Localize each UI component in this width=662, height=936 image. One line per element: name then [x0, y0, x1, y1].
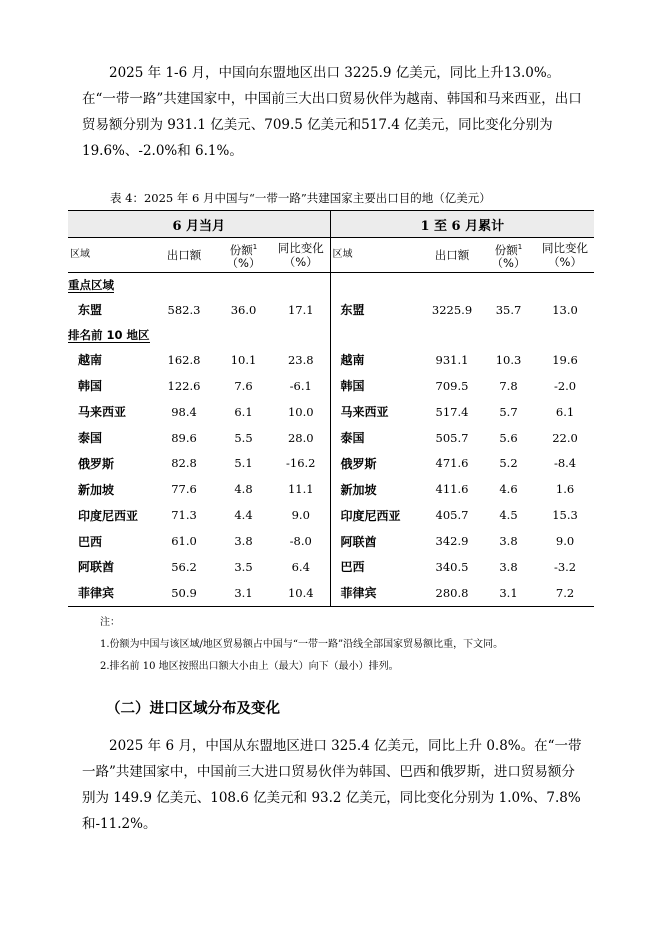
section-label — [68, 323, 330, 347]
yoy-value: 6.1 — [555, 404, 575, 419]
region-name: 新加坡 — [78, 482, 115, 497]
table-notes — [100, 612, 503, 678]
yoy-value: 17.1 — [287, 302, 314, 317]
region-name: 俄罗斯 — [330, 450, 423, 476]
yoy-value: 7.2 — [536, 580, 594, 606]
yoy-value: -3.2 — [553, 559, 577, 574]
table-row — [68, 450, 594, 476]
table-row — [68, 580, 594, 606]
region-name: 韩国 — [78, 379, 103, 394]
col-header-region: 区域 — [68, 238, 153, 273]
share-value: 5.7 — [499, 404, 518, 419]
col-header-share-footnote: 1 — [252, 242, 258, 251]
notes-label: 注： — [100, 617, 120, 628]
col-header-yoy-label: 同比变化 — [277, 241, 324, 255]
yoy-value: -8.0 — [289, 534, 312, 549]
share-value: 10.1 — [230, 352, 257, 367]
yoy-value: 19.6 — [552, 352, 578, 367]
region-name: 菲律宾 — [330, 580, 423, 606]
export-destinations-table — [68, 210, 594, 607]
yoy-value: 28.0 — [287, 430, 314, 445]
export-value: 582.3 — [167, 302, 201, 317]
import-summary-text: 2025 年 6 月，中国从东盟地区进口 325.4 亿美元，同比上升 0.8%。在“一带一路”共建国家中，中国前三大进口贸易伙伴为韩国、巴西和俄罗斯，进口贸易额分别为 149.9 亿美元、108.6 亿美元和 93.2 亿美元，同比变化分别为 1.0%、7.8%和-11.2%。 — [82, 738, 582, 832]
table-row — [68, 502, 594, 528]
export-value: 411.6 — [435, 482, 469, 497]
yoy-value: 10.4 — [272, 580, 330, 606]
col-header-export: 出口额 — [153, 238, 215, 273]
table-row — [68, 425, 594, 451]
table-row — [68, 476, 594, 502]
region-name: 巴西 — [330, 554, 423, 580]
col-header-yoy-unit: （%） — [283, 255, 318, 269]
col-header-yoy — [536, 238, 594, 273]
region-name: 马来西亚 — [78, 405, 127, 420]
section-spacer — [330, 273, 594, 298]
share-value: 5.2 — [499, 456, 518, 471]
section-spacer — [330, 323, 594, 347]
export-value: 471.6 — [435, 456, 469, 471]
export-value: 517.4 — [435, 404, 469, 419]
yoy-value: 9.0 — [555, 534, 575, 549]
col-header-yoy-label: 同比变化 — [542, 241, 589, 255]
note-1: 1.份额为中国与该区域/地区贸易额占中国与“一带一路”沿线全部国家贸易额比重，下文同。 — [100, 639, 504, 650]
table-caption: 表 4：2025 年 6 月中国与“一带一路”共建国家主要出口目的地（亿美元） — [110, 191, 491, 205]
yoy-value: 23.8 — [287, 352, 314, 367]
export-value: 162.8 — [167, 352, 201, 367]
yoy-value: 15.3 — [552, 508, 578, 523]
col-header-yoy-unit: （%） — [548, 255, 582, 269]
col-header-region: 区域 — [330, 238, 423, 273]
col-header-export: 出口额 — [423, 238, 481, 273]
col-header-share-unit: （%） — [226, 256, 261, 271]
share-value: 36.0 — [230, 302, 257, 317]
table-row — [68, 399, 594, 425]
yoy-value: 1.6 — [555, 482, 575, 497]
table-row — [68, 373, 594, 399]
share-value: 4.6 — [499, 482, 518, 497]
yoy-value: 22.0 — [552, 430, 578, 445]
yoy-value: -6.1 — [289, 378, 312, 393]
region-name: 俄罗斯 — [78, 456, 115, 471]
yoy-value: -16.2 — [286, 456, 316, 471]
col-header-share-footnote: 1 — [517, 242, 523, 251]
region-name: 东盟 — [330, 297, 423, 323]
share-value: 7.8 — [499, 378, 518, 393]
table-row — [68, 297, 594, 323]
yoy-value: 6.4 — [291, 559, 310, 574]
export-value: 505.7 — [435, 430, 469, 445]
section-label-top10: 排名前 10 地区 — [68, 327, 150, 342]
region-name: 印度尼西亚 — [330, 502, 423, 528]
yoy-value: 13.0 — [552, 302, 578, 317]
section-row-top10 — [68, 323, 594, 347]
yoy-value: 9.0 — [291, 508, 310, 523]
export-value: 342.9 — [435, 534, 469, 549]
share-value: 7.6 — [234, 378, 253, 393]
export-value: 280.8 — [423, 580, 481, 606]
col-header-share-unit: （%） — [491, 256, 526, 271]
region-name: 新加坡 — [330, 476, 423, 502]
yoy-value: 11.1 — [287, 482, 314, 497]
export-value: 98.4 — [171, 404, 197, 419]
export-value: 71.3 — [171, 508, 197, 523]
section-label — [68, 273, 330, 298]
region-name: 越南 — [78, 353, 103, 368]
export-value: 709.5 — [435, 378, 469, 393]
table-row — [68, 554, 594, 580]
export-value: 77.6 — [171, 482, 197, 497]
share-value: 5.1 — [234, 456, 253, 471]
group-header-cumulative: 1 至 6 月累计 — [330, 211, 594, 238]
col-header-yoy — [272, 238, 330, 273]
export-summary-text: 2025 年 1-6 月，中国向东盟地区出口 3225.9 亿美元，同比上升13.0%。在“一带一路”共建国家中，中国前三大出口贸易伙伴为越南、韩国和马来西亚，出口贸易额分别为 931.1 亿美元、709.5 亿美元和517.4 亿美元，同比变化分别为 19.6%、-2.0%和 6.1%。 — [82, 65, 582, 159]
table-row — [68, 528, 594, 554]
share-value: 4.5 — [499, 508, 518, 523]
region-name: 阿联酋 — [330, 528, 423, 554]
share-value: 4.4 — [234, 508, 253, 523]
region-name: 印度尼西亚 — [78, 508, 139, 523]
note-2: 2.排名前 10 地区按照出口额大小由上（最大）向下（最小）排列。 — [100, 661, 399, 672]
region-name: 阿联酋 — [78, 560, 115, 575]
share-value: 3.8 — [234, 534, 253, 549]
region-name: 巴西 — [78, 534, 103, 549]
region-name: 泰国 — [78, 431, 103, 445]
share-value: 3.8 — [499, 534, 518, 549]
region-name: 越南 — [330, 347, 423, 373]
region-name: 马来西亚 — [330, 399, 423, 425]
col-header-share-label: 份额 — [229, 242, 253, 257]
share-value: 35.7 — [495, 302, 522, 317]
col-header-share-label: 份额 — [494, 242, 518, 257]
share-value: 3.1 — [215, 580, 272, 606]
col-header-share — [215, 238, 272, 273]
export-value: 3225.9 — [431, 302, 473, 317]
yoy-value: -8.4 — [553, 456, 577, 471]
export-value: 405.7 — [435, 508, 469, 523]
export-value: 50.9 — [153, 580, 215, 606]
region-name: 东盟 — [78, 303, 103, 318]
share-value: 5.6 — [499, 430, 518, 445]
export-value: 56.2 — [171, 559, 197, 574]
export-value: 122.6 — [167, 378, 201, 393]
share-value: 3.5 — [234, 559, 253, 574]
table-row — [68, 347, 594, 373]
section-heading-import: （二）进口区域分布及变化 — [106, 701, 280, 717]
export-value: 61.0 — [171, 534, 197, 549]
region-name: 韩国 — [330, 373, 423, 399]
export-value: 931.1 — [435, 352, 469, 367]
table-column-header-row — [68, 238, 594, 273]
share-value: 5.5 — [234, 430, 253, 445]
yoy-value: -2.0 — [553, 378, 577, 393]
group-header-june: 6 月当月 — [68, 211, 330, 238]
section-row-key-region — [68, 273, 594, 298]
share-value: 4.8 — [234, 482, 253, 497]
region-name: 泰国 — [330, 425, 423, 451]
import-summary-paragraph — [82, 733, 582, 837]
export-value: 82.8 — [171, 456, 197, 471]
share-value: 6.1 — [234, 404, 253, 419]
export-value: 340.5 — [435, 559, 469, 574]
share-value: 10.3 — [495, 352, 522, 367]
share-value: 3.8 — [499, 559, 518, 574]
share-value: 3.1 — [481, 580, 536, 606]
section-label-key-region: 重点区域 — [68, 278, 114, 292]
table-group-header-row — [68, 211, 594, 238]
region-name: 菲律宾 — [68, 580, 153, 606]
export-value: 89.6 — [171, 430, 197, 445]
yoy-value: 10.0 — [287, 404, 314, 419]
col-header-share — [481, 238, 536, 273]
export-summary-paragraph — [82, 60, 582, 164]
